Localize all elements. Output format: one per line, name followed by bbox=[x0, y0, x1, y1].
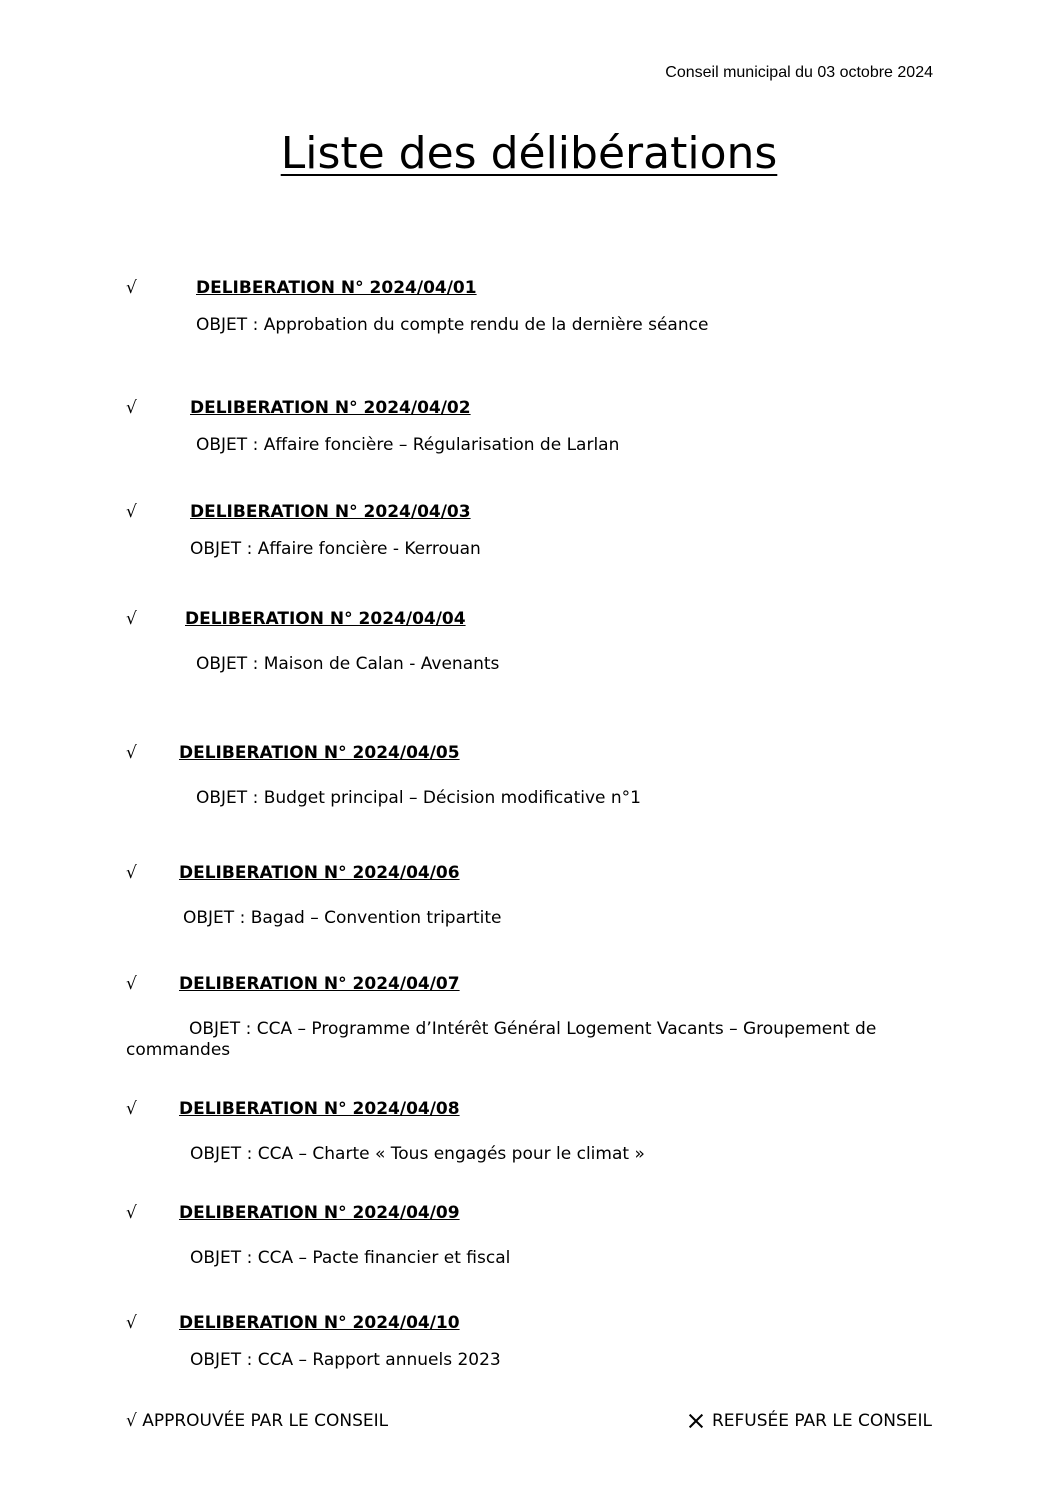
meeting-date: Conseil municipal du 03 octobre 2024 bbox=[665, 64, 933, 81]
deliberation-number: DELIBERATION N° 2024/04/04 bbox=[185, 609, 466, 629]
deliberation-number: DELIBERATION N° 2024/04/07 bbox=[179, 974, 460, 994]
deliberation-number: DELIBERATION N° 2024/04/05 bbox=[179, 743, 460, 763]
deliberation-objet: OBJET : CCA – Programme d’Intérêt Général Logement Vacants – Groupement de commandes bbox=[126, 1019, 877, 1060]
x-icon bbox=[688, 1413, 704, 1429]
deliberation-number: DELIBERATION N° 2024/04/10 bbox=[179, 1313, 460, 1333]
deliberation-objet: OBJET : CCA – Pacte financier et fiscal bbox=[190, 1248, 511, 1268]
check-icon: √ bbox=[126, 974, 137, 994]
deliberation-objet: OBJET : Budget principal – Décision modificative n°1 bbox=[196, 788, 641, 808]
check-icon: √ bbox=[126, 1203, 137, 1223]
check-icon: √ bbox=[126, 1099, 137, 1119]
deliberation-objet: OBJET : Maison de Calan - Avenants bbox=[196, 654, 500, 674]
check-icon: √ bbox=[126, 1313, 137, 1333]
deliberation-number: DELIBERATION N° 2024/04/02 bbox=[190, 398, 471, 418]
check-icon: √ bbox=[126, 609, 137, 629]
page-title: Liste des délibérations bbox=[280, 128, 778, 179]
deliberation-objet: OBJET : Approbation du compte rendu de la dernière séance bbox=[196, 315, 709, 335]
legend-approved: √ APPROUVÉE PAR LE CONSEIL bbox=[126, 1411, 389, 1431]
deliberation-objet: OBJET : Bagad – Convention tripartite bbox=[183, 908, 502, 928]
deliberation-objet: OBJET : CCA – Charte « Tous engagés pour le climat » bbox=[190, 1144, 645, 1164]
deliberation-number: DELIBERATION N° 2024/04/06 bbox=[179, 863, 460, 883]
legend-refused bbox=[688, 1411, 932, 1431]
check-icon: √ bbox=[126, 278, 137, 298]
deliberation-number: DELIBERATION N° 2024/04/01 bbox=[196, 278, 477, 298]
check-icon: √ bbox=[126, 502, 137, 522]
check-icon: √ bbox=[126, 863, 137, 883]
deliberation-objet: OBJET : Affaire foncière – Régularisation de Larlan bbox=[196, 435, 620, 455]
deliberation-objet: OBJET : Affaire foncière - Kerrouan bbox=[190, 539, 481, 559]
deliberation-objet: OBJET : CCA – Rapport annuels 2023 bbox=[190, 1350, 501, 1370]
deliberation-number: DELIBERATION N° 2024/04/09 bbox=[179, 1203, 460, 1223]
deliberation-number: DELIBERATION N° 2024/04/03 bbox=[190, 502, 471, 522]
deliberation-number: DELIBERATION N° 2024/04/08 bbox=[179, 1099, 460, 1119]
check-icon: √ bbox=[126, 743, 137, 763]
legend-refused-label: REFUSÉE PAR LE CONSEIL bbox=[711, 1411, 932, 1431]
check-icon: √ bbox=[126, 398, 137, 418]
